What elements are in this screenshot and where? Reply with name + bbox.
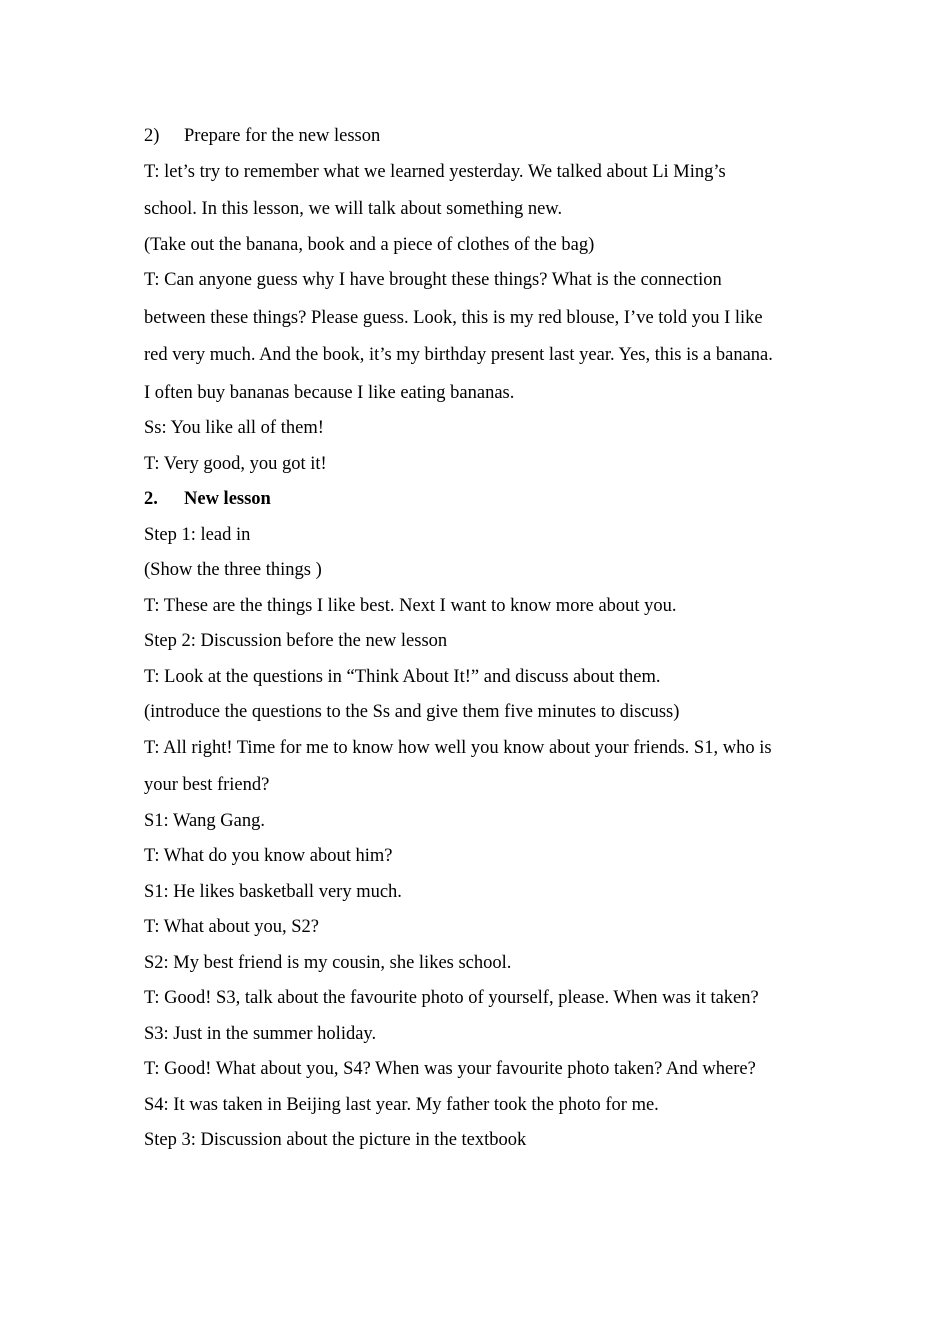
paragraph-line xyxy=(144,950,809,986)
paragraph-line xyxy=(144,593,809,629)
paragraph-line xyxy=(144,879,809,915)
line-text: Step 2: Discussion before the new lesson xyxy=(144,631,448,651)
paragraph-line xyxy=(144,267,809,305)
line-text: I often buy bananas because I like eating bananas. xyxy=(144,382,515,403)
paragraph-line xyxy=(144,914,809,950)
paragraph-line xyxy=(144,628,809,664)
line-text: T: Can anyone guess why I have brought these things? What is the connection xyxy=(144,270,722,290)
line-text: Prepare for the new lesson xyxy=(184,126,381,146)
line-text: between these things? Please guess. Look, this is my red blouse, I’ve told you I like xyxy=(144,307,763,328)
line-text: New lesson xyxy=(184,489,271,509)
document-body xyxy=(144,123,809,1163)
list-number: 2) xyxy=(144,126,160,146)
line-text: (Show the three things ) xyxy=(144,560,322,580)
line-text: T: What do you know about him? xyxy=(144,846,393,866)
paragraph-line xyxy=(144,1127,809,1163)
paragraph-line xyxy=(144,664,809,700)
list-number: 2. xyxy=(144,489,158,509)
line-text: S3: Just in the summer holiday. xyxy=(144,1023,377,1044)
paragraph-line xyxy=(144,1056,809,1092)
line-text: school. In this lesson, we will talk about something new. xyxy=(144,199,563,219)
line-text: T: Good! What about you, S4? When was your favourite photo taken? And where? xyxy=(144,1059,756,1079)
line-text: T: Good! S3, talk about the favourite photo of yourself, please. When was it taken? xyxy=(144,988,759,1008)
line-text: T: All right! Time for me to know how well you know about your friends. S1, who is xyxy=(144,737,772,758)
paragraph-line xyxy=(144,522,809,558)
paragraph-line xyxy=(144,985,809,1021)
paragraph-line xyxy=(144,843,809,879)
paragraph-line xyxy=(144,808,809,844)
paragraph-line xyxy=(144,380,809,416)
paragraph-line xyxy=(144,232,809,268)
paragraph-line xyxy=(144,772,809,808)
line-text: T: What about you, S2? xyxy=(144,917,319,937)
numbered-heading xyxy=(144,486,809,522)
paragraph-line xyxy=(144,1021,809,1057)
paragraph-line xyxy=(144,196,809,232)
paragraph-line xyxy=(144,451,809,487)
line-text: Ss: You like all of them! xyxy=(144,418,324,438)
line-text: T: Very good, you got it! xyxy=(144,453,327,474)
paragraph-line xyxy=(144,159,809,197)
numbered-heading xyxy=(144,123,809,159)
paragraph-line xyxy=(144,557,809,593)
line-text: S2: My best friend is my cousin, she likes school. xyxy=(144,952,512,973)
line-text: T: let’s try to remember what we learned yesterday. We talked about Li Ming’s xyxy=(144,161,726,182)
line-text: S4: It was taken in Beijing last year. My father took the photo for me. xyxy=(144,1094,659,1115)
paragraph-line xyxy=(144,305,809,343)
paragraph-line xyxy=(144,699,809,735)
line-text: Step 3: Discussion about the picture in the textbook xyxy=(144,1130,527,1150)
line-text: red very much. And the book, it’s my birthday present last year. Yes, this is a banana. xyxy=(144,345,773,365)
paragraph-line xyxy=(144,735,809,773)
paragraph-line xyxy=(144,1092,809,1128)
paragraph-line xyxy=(144,415,809,451)
paragraph-line xyxy=(144,342,809,380)
line-text: Step 1: lead in xyxy=(144,524,251,545)
line-text: your best friend? xyxy=(144,775,270,795)
line-text: S1: Wang Gang. xyxy=(144,810,265,831)
line-text: T: Look at the questions in “Think About It!” and discuss about them. xyxy=(144,666,661,687)
line-text: T: These are the things I like best. Next I want to know more about you. xyxy=(144,595,677,616)
line-text: (Take out the banana, book and a piece of clothes of the bag) xyxy=(144,234,595,255)
line-text: S1: He likes basketball very much. xyxy=(144,881,402,902)
line-text: (introduce the questions to the Ss and give them five minutes to discuss) xyxy=(144,702,680,722)
